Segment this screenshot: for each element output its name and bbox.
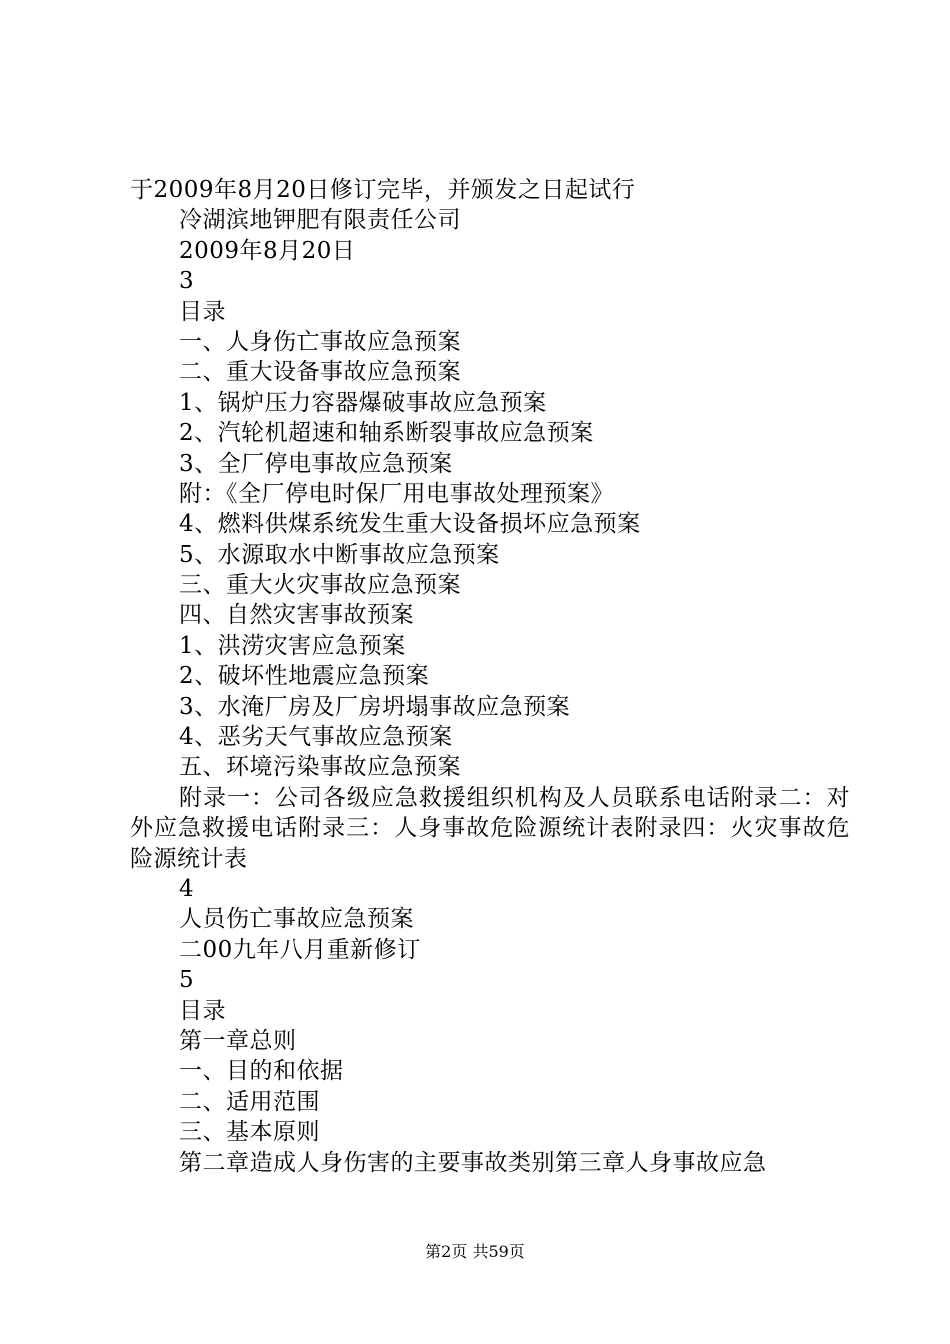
page-number-marker: 3 [179,268,195,295]
toc-item: 3、水淹厂房及厂房坍塌事故应急预案 [179,693,571,720]
toc-item: 二、重大设备事故应急预案 [179,359,461,386]
toc-item: 一、人身伤亡事故应急预案 [179,328,461,355]
toc-item: 4、恶劣天气事故应急预案 [179,724,453,751]
toc-item: 四、自然灾害事故预案 [179,602,414,629]
toc-item: 第二章造成人身伤害的主要事故类别第三章人身事故应急 [179,1149,767,1176]
toc-item: 1、锅炉压力容器爆破事故应急预案 [179,389,547,416]
toc-item: 三、重大火灾事故应急预案 [179,572,461,599]
toc-item: 第一章总则 [179,1027,297,1054]
toc-item: 5、水源取水中断事故应急预案 [179,541,500,568]
document-body [130,175,850,1178]
toc-heading: 目录 [179,298,226,325]
text-lines-bottom [130,874,850,1178]
toc-item: 2、汽轮机超速和轴系断裂事故应急预案 [179,420,594,447]
toc-item: 一、目的和依据 [179,1058,344,1085]
revision-note: 二00九年八月重新修订 [179,936,421,963]
toc-item: 二、适用范围 [179,1088,320,1115]
toc-heading: 目录 [179,997,226,1024]
toc-item: 五、环境污染事故应急预案 [179,754,461,781]
page-footer: 第2页 共59页 [425,1242,525,1261]
toc-item: 附：《全厂停电时保厂用电事故处理预案》 [179,480,614,507]
section-title: 人员伤亡事故应急预案 [179,906,414,933]
appendix-paragraph: 附录一：公司各级应急救援组织机构及人员联系电话附录二：对外应急救援电话附录三：人身事故危险源统计表附录四：火灾事故危险源统计表 [130,784,850,872]
page-number-marker: 5 [179,967,195,994]
toc-item: 1、洪涝灾害应急预案 [179,632,406,659]
issue-date: 2009年8月20日 [179,237,356,264]
toc-item: 2、破坏性地震应急预案 [179,663,430,690]
text-line: 于2009年8月20日修订完毕，并颁发之日起试行 [130,177,636,203]
company-name: 冷湖滨地钾肥有限责任公司 [179,207,461,234]
page-number-marker: 4 [179,876,195,903]
toc-item: 4、燃料供煤系统发生重大设备损坏应急预案 [179,511,641,538]
text-lines-top [130,175,850,783]
toc-item: 三、基本原则 [179,1119,320,1146]
toc-item: 3、全厂停电事故应急预案 [179,450,453,477]
